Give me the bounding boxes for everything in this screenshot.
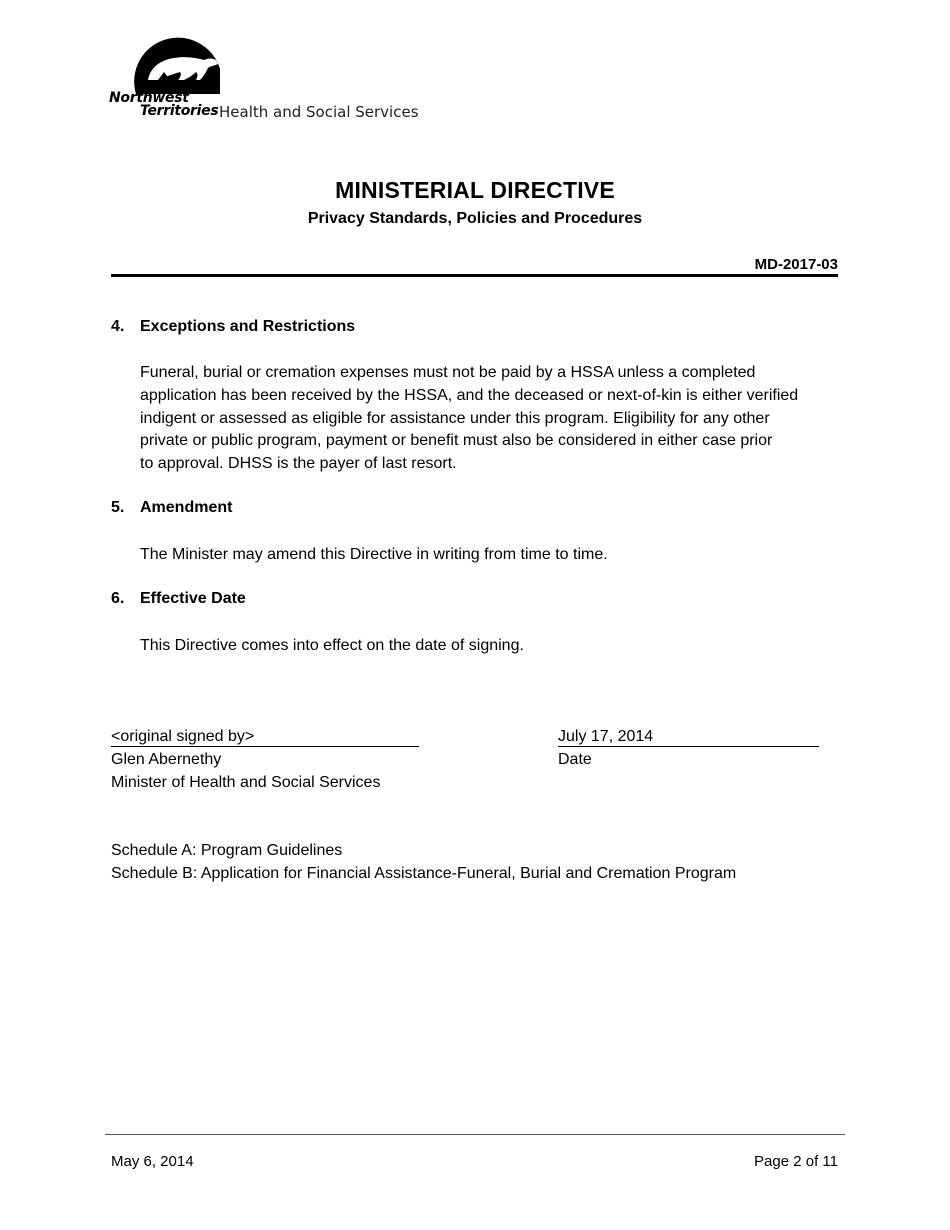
paragraph-line: Funeral, burial or cremation expenses must not be paid by a HSSA unless a completed	[140, 364, 756, 381]
section-body-amendment	[140, 544, 840, 567]
paragraph-line: This Directive comes into effect on the date of signing.	[140, 637, 524, 654]
paragraph-line: The Minister may amend this Directive in writing from time to time.	[140, 546, 608, 563]
header-divider	[111, 274, 838, 277]
section-body-exceptions	[140, 362, 840, 476]
section-body-effective-date	[140, 635, 840, 658]
section-title: Exceptions and Restrictions	[140, 318, 356, 335]
footer-divider	[105, 1134, 845, 1135]
logo-line-territories: Territories	[140, 103, 219, 119]
date-label: Date	[558, 751, 592, 768]
section-number: 4.	[111, 318, 125, 335]
document-subtitle: Privacy Standards, Policies and Procedures	[307, 210, 643, 227]
schedule-a: Schedule A: Program Guidelines	[111, 842, 343, 859]
polar-bear-logo-icon	[134, 22, 222, 94]
section-heading-effective-date	[111, 590, 246, 608]
document-title: MINISTERIAL DIRECTIVE	[335, 177, 615, 203]
section-title: Effective Date	[140, 590, 246, 607]
signing-date: July 17, 2014	[558, 728, 654, 745]
page-number: Page 2 of 11	[754, 1153, 838, 1170]
paragraph-line: private or public program, payment or benefit must also be considered in either case prior	[140, 432, 773, 450]
section-number: 6.	[111, 590, 125, 607]
signature-placeholder: <original signed by>	[111, 728, 255, 745]
directive-number: MD-2017-03	[754, 256, 838, 273]
logo-department: Health and Social Services	[219, 103, 419, 121]
section-number: 5.	[111, 499, 125, 516]
footer-date: May 6, 2014	[111, 1153, 194, 1170]
signatory-name: Glen Abernethy	[111, 751, 222, 768]
paragraph-line: indigent or assessed as eligible for assistance under this program. Eligibility for any other	[140, 409, 770, 427]
logo-line-northwest: Northwest	[109, 90, 189, 106]
section-heading-amendment	[111, 499, 232, 517]
signature-rule	[111, 746, 419, 747]
date-rule	[558, 746, 819, 747]
paragraph-line: to approval. DHSS is the payer of last resort.	[140, 455, 457, 473]
paragraph-line: application has been received by the HSSA, and the deceased or next-of-kin is either verified	[140, 386, 799, 404]
section-heading-exceptions	[111, 318, 355, 336]
schedule-b: Schedule B: Application for Financial Assistance-Funeral, Burial and Cremation Program	[111, 865, 737, 882]
section-title: Amendment	[140, 499, 233, 516]
signatory-title: Minister of Health and Social Services	[111, 774, 381, 791]
